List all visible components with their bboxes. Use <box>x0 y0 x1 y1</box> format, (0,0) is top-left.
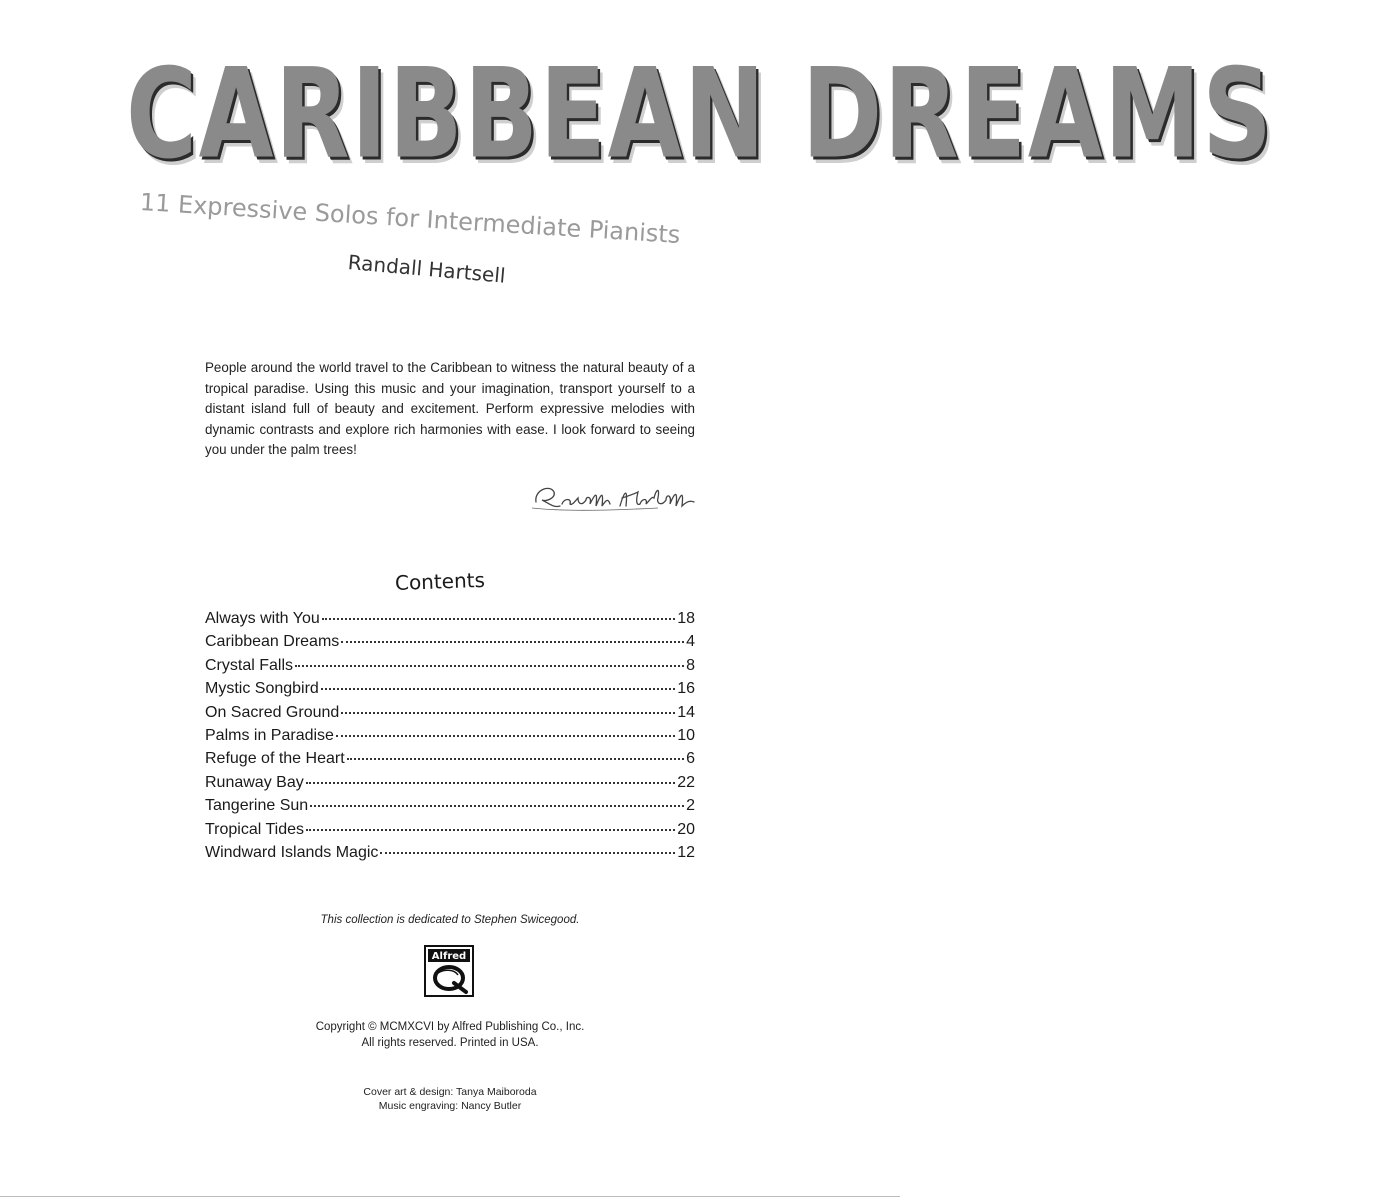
toc-title: Tropical Tides <box>205 820 304 838</box>
toc-leader <box>322 617 675 620</box>
toc-row[interactable] <box>205 633 695 656</box>
toc-title: Palms in Paradise <box>205 726 334 744</box>
toc-page: 18 <box>677 610 695 627</box>
toc-leader <box>380 851 675 854</box>
toc-row[interactable] <box>205 657 695 680</box>
engraving-credit: Music engraving: Nancy Butler <box>378 1100 522 1112</box>
toc-title: Runaway Bay <box>205 773 304 791</box>
toc-page: 20 <box>677 820 695 838</box>
toc-row[interactable] <box>205 797 695 820</box>
copyright-line: Copyright © MCMXCVI by Alfred Publishing Co., Inc. <box>315 1021 585 1033</box>
toc-page: 8 <box>686 656 695 674</box>
toc-row[interactable] <box>205 610 695 633</box>
table-of-contents <box>205 610 695 867</box>
toc-title: Caribbean Dreams <box>205 633 340 651</box>
alfred-logo-icon <box>424 945 474 997</box>
toc-row[interactable] <box>205 844 695 867</box>
toc-page: 16 <box>677 680 695 698</box>
toc-row[interactable] <box>205 750 695 773</box>
toc-title: Always with You <box>205 610 320 627</box>
cover-art-credit: Cover art & design: Tanya Maiboroda <box>363 1086 537 1098</box>
toc-page: 14 <box>677 703 695 721</box>
copyright-notice <box>0 1019 900 1051</box>
title-block <box>0 40 1274 200</box>
contents-heading: Contents <box>394 567 486 595</box>
toc-title: Tangerine Sun <box>205 797 309 815</box>
toc-row[interactable] <box>205 774 695 797</box>
book-subtitle: 11 Expressive Solos for Intermediate Pianists <box>139 188 682 250</box>
toc-leader <box>347 757 684 760</box>
toc-leader <box>306 828 675 831</box>
toc-leader <box>341 711 675 714</box>
toc-leader <box>306 781 675 784</box>
credits <box>0 1085 900 1113</box>
dedication: This collection is dedicated to Stephen Swicegood. <box>320 914 580 926</box>
toc-leader <box>310 804 684 807</box>
author-name: Randall Hartsell <box>346 250 507 288</box>
toc-row[interactable] <box>205 704 695 727</box>
toc-row[interactable] <box>205 680 695 703</box>
toc-title: On Sacred Ground <box>205 703 340 721</box>
toc-page: 2 <box>686 797 695 815</box>
toc-leader <box>321 687 675 690</box>
toc-page: 6 <box>686 750 695 768</box>
toc-row[interactable] <box>205 727 695 750</box>
toc-page: 4 <box>686 633 695 651</box>
toc-page: 10 <box>677 726 695 744</box>
page-bottom-rule <box>0 1196 900 1197</box>
author-signature <box>528 478 698 514</box>
intro-paragraph: People around the world travel to the Caribbean to witness the natural beauty of a tropical paradise. Using this music and your imagination, transport yourself to a distant island full of beauty and excitement. Perform expressive melodies with dynamic contrasts and explore rich harmonies with ease. I look forward to seeing you under the palm trees! <box>205 360 695 457</box>
toc-title: Crystal Falls <box>205 656 294 674</box>
toc-page: 22 <box>677 773 695 791</box>
toc-leader <box>295 664 684 667</box>
book-title: CARIBBEAN DREAMS <box>125 41 1274 186</box>
toc-title: Refuge of the Heart <box>205 750 345 768</box>
toc-title: Mystic Songbird <box>205 680 319 698</box>
logo-text: Alfred <box>431 951 467 962</box>
rights-line: All rights reserved. Printed in USA. <box>361 1037 539 1049</box>
toc-title: Windward Islands Magic <box>205 843 379 861</box>
toc-page: 12 <box>677 843 695 861</box>
toc-leader <box>341 640 684 643</box>
toc-row[interactable] <box>205 821 695 844</box>
toc-leader <box>336 734 675 737</box>
